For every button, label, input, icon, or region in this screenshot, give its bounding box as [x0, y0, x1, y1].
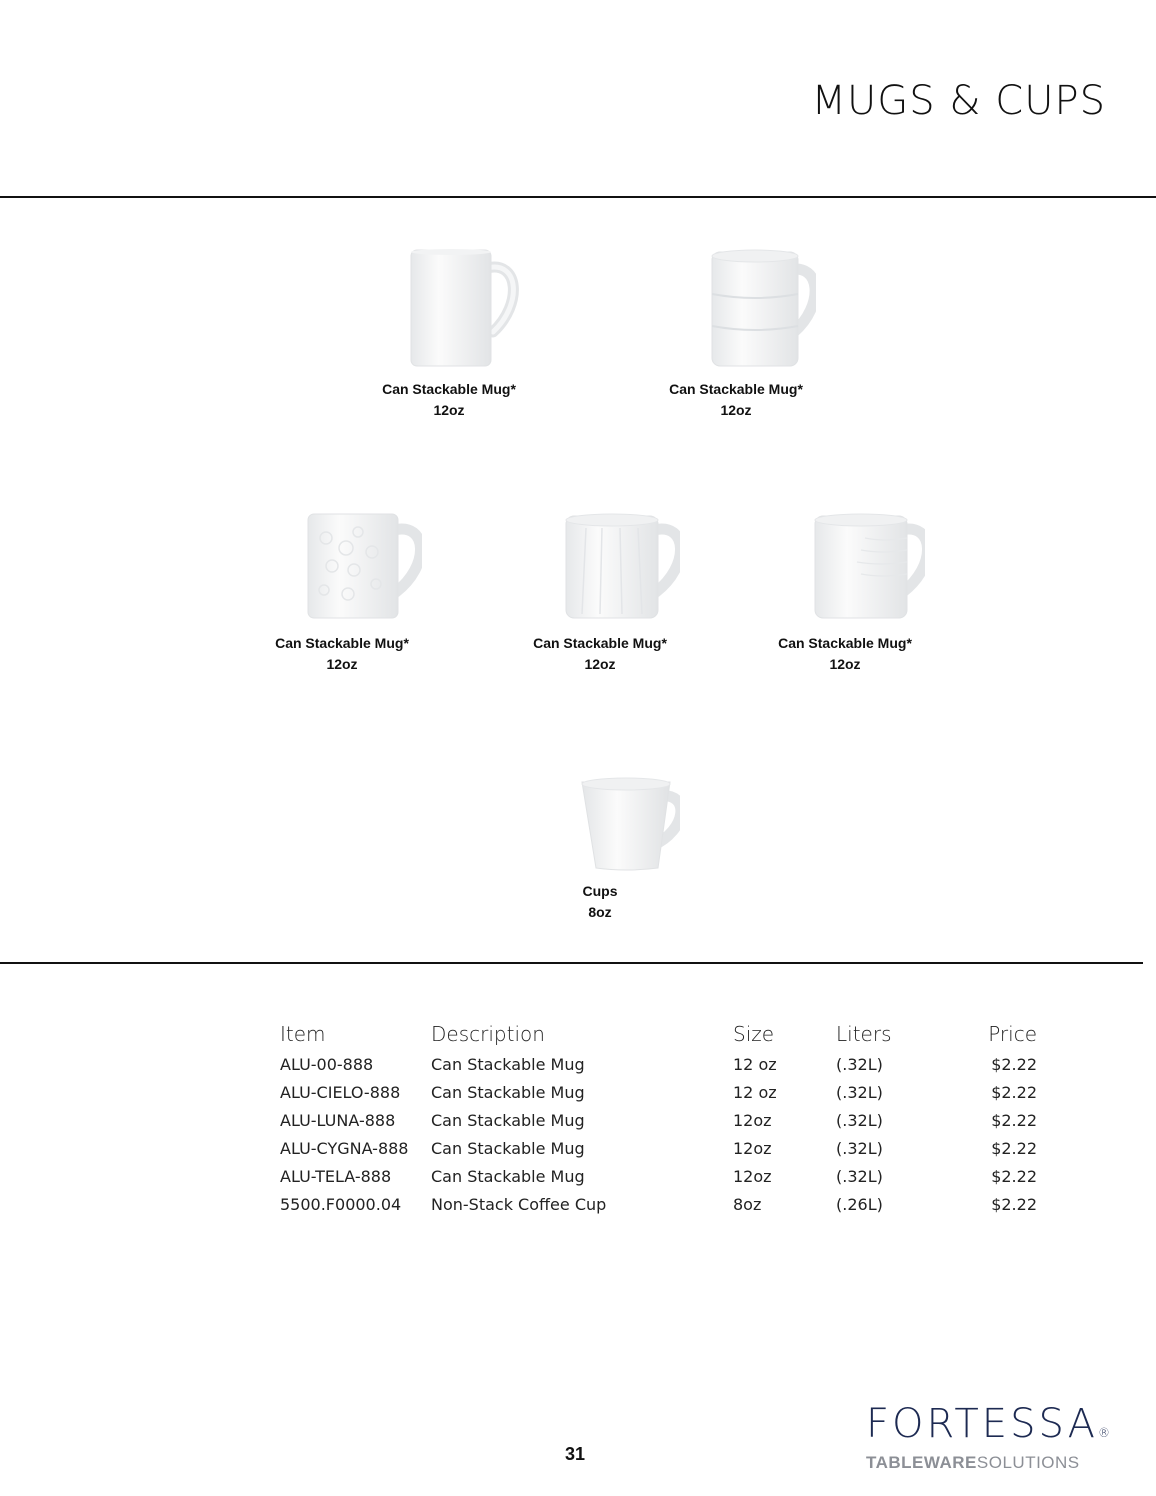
item-code: 5500.F0000.04 [280, 1194, 402, 1214]
product-card [490, 508, 710, 674]
item-code: ALU-LUNA-888 [280, 1110, 396, 1130]
product-size: 12oz [326, 656, 358, 672]
logo-tagline-bold: TABLEWARE [866, 1453, 977, 1472]
item-code: ALU-CYGNA-888 [280, 1138, 409, 1158]
product-size: 12oz [584, 656, 616, 672]
item-liters: (.32L) [836, 1166, 883, 1186]
item-size: 8oz [733, 1194, 762, 1214]
item-size: 12oz [733, 1110, 772, 1130]
logo-wordmark [866, 1401, 1113, 1453]
item-description: Non-Stack Coffee Cup [431, 1194, 607, 1214]
product-name: Can Stackable Mug* [382, 381, 516, 397]
ringed-mug-image [656, 246, 816, 372]
column-header-item: Item [280, 1022, 326, 1046]
bottom-divider [0, 962, 1143, 964]
column-header-liters: Liters [836, 1022, 892, 1046]
item-code: ALU-00-888 [280, 1054, 374, 1074]
item-liters: (.26L) [836, 1194, 883, 1214]
product-name: Can Stackable Mug* [778, 635, 912, 651]
tapered-cup-image [520, 774, 680, 874]
item-price: $2.22 [991, 1194, 1037, 1214]
logo-tagline [866, 1453, 1096, 1473]
textured-mug-image [262, 508, 422, 626]
product-size: 12oz [720, 402, 752, 418]
item-size: 12oz [733, 1166, 772, 1186]
product-size: 8oz [588, 904, 612, 920]
item-description: Can Stackable Mug [431, 1082, 585, 1102]
product-name: Can Stackable Mug* [533, 635, 667, 651]
product-card [735, 508, 955, 674]
item-code: ALU-TELA-888 [280, 1166, 392, 1186]
table-row [276, 1190, 1041, 1218]
product-card [626, 246, 846, 420]
item-liters: (.32L) [836, 1138, 883, 1158]
product-name: Cups [582, 883, 618, 899]
brand-logo [866, 1401, 1113, 1473]
product-size: 12oz [829, 656, 861, 672]
item-description: Can Stackable Mug [431, 1054, 585, 1074]
table-row [276, 1162, 1041, 1190]
logo-tagline-rest: SOLUTIONS [976, 1453, 1080, 1472]
product-size: 12oz [433, 402, 465, 418]
plain-mug-image [369, 246, 529, 372]
product-card [339, 246, 559, 420]
table-row [276, 1134, 1041, 1162]
item-price: $2.22 [991, 1110, 1037, 1130]
item-size: 12 oz [733, 1082, 777, 1102]
page-title: MUGS & CUPS [811, 78, 1106, 124]
item-code: ALU-CIELO-888 [280, 1082, 401, 1102]
striped-mug-image [520, 508, 680, 626]
item-description: Can Stackable Mug [431, 1110, 585, 1130]
item-size: 12oz [733, 1138, 772, 1158]
table-row [276, 1050, 1041, 1078]
item-price: $2.22 [991, 1138, 1037, 1158]
product-name: Can Stackable Mug* [275, 635, 409, 651]
item-price: $2.22 [991, 1054, 1037, 1074]
top-divider [0, 196, 1156, 198]
item-size: 12 oz [733, 1054, 777, 1074]
product-card [232, 508, 452, 674]
item-price: $2.22 [991, 1082, 1037, 1102]
product-card [490, 774, 710, 922]
item-liters: (.32L) [836, 1110, 883, 1130]
item-description: Can Stackable Mug [431, 1138, 585, 1158]
lined-mug-image [765, 508, 925, 626]
logo-brand: FORTESSA [866, 1401, 1098, 1447]
item-description: Can Stackable Mug [431, 1166, 585, 1186]
table-header-row [276, 1022, 1041, 1050]
column-header-price: Price [988, 1022, 1037, 1046]
column-header-description: Description [431, 1022, 545, 1046]
product-name: Can Stackable Mug* [669, 381, 803, 397]
item-liters: (.32L) [836, 1082, 883, 1102]
price-table [276, 1022, 1041, 1218]
item-liters: (.32L) [836, 1054, 883, 1074]
page-number: 31 [565, 1444, 586, 1464]
column-header-size: Size [733, 1022, 775, 1046]
table-row [276, 1078, 1041, 1106]
logo-registered-mark: ® [1097, 1426, 1113, 1440]
item-price: $2.22 [991, 1166, 1037, 1186]
table-row [276, 1106, 1041, 1134]
